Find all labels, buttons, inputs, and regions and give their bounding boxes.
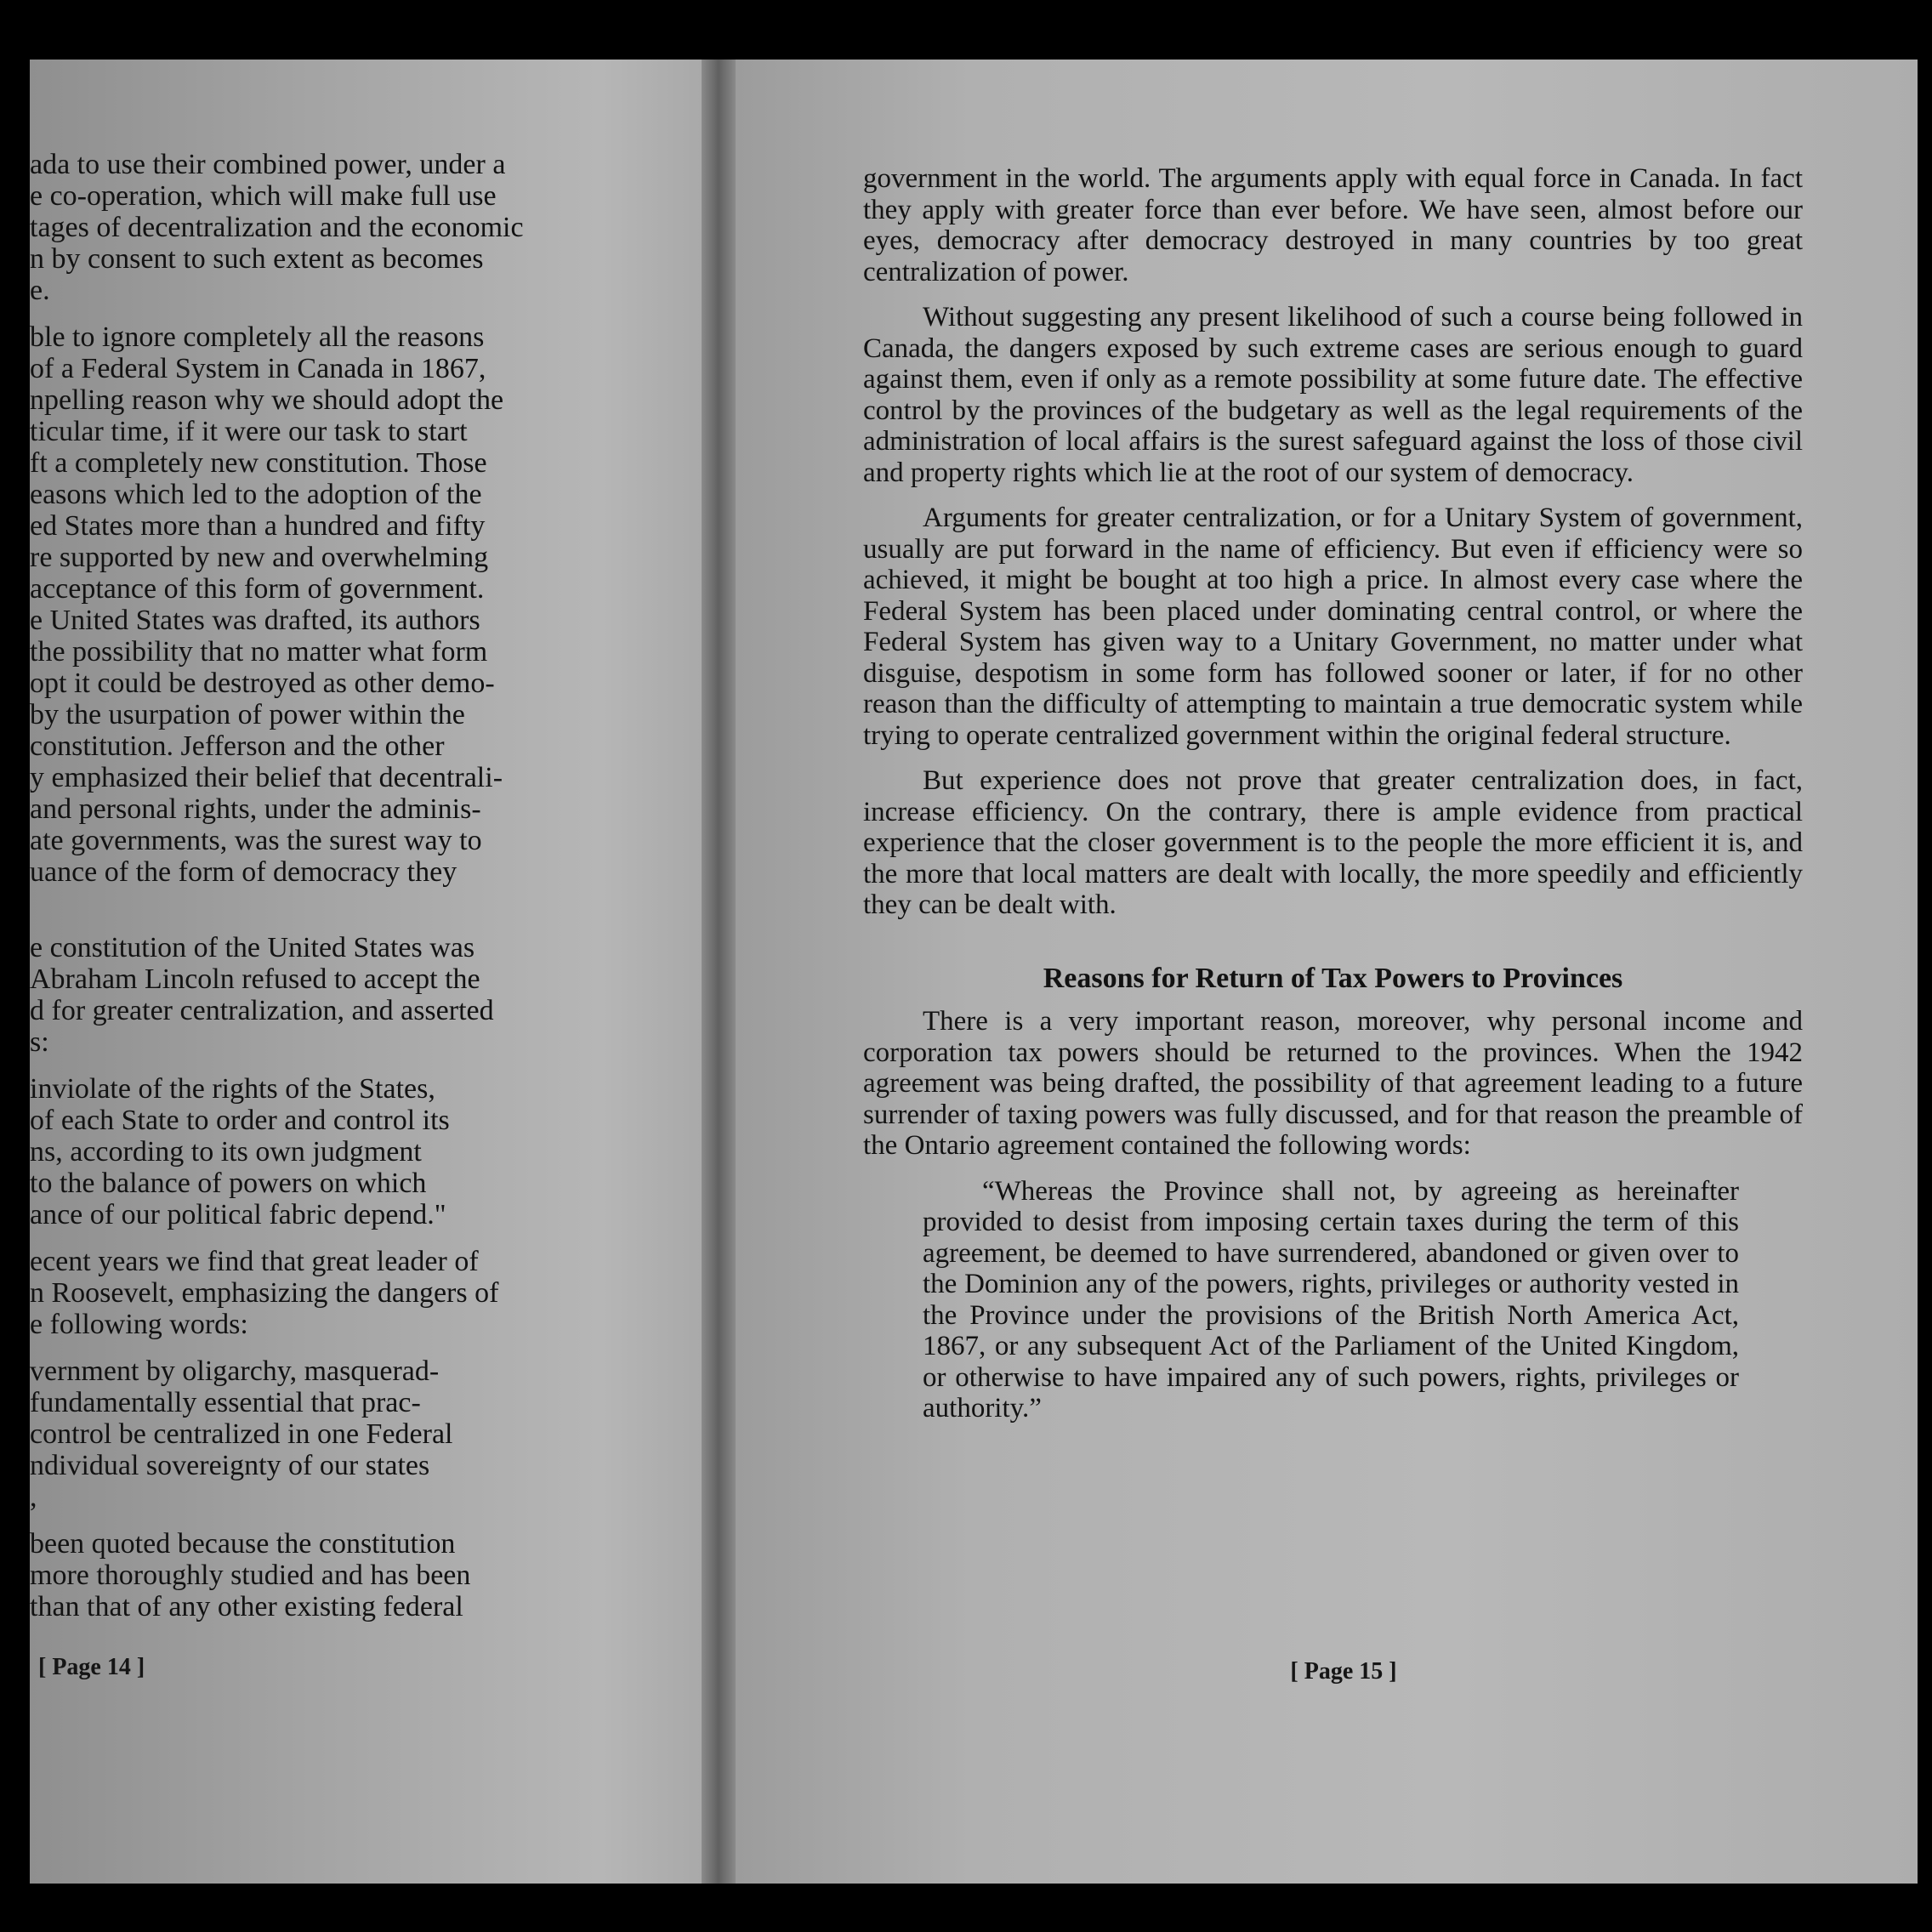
text-line: e following words: xyxy=(30,1309,248,1340)
text-line: more thoroughly studied and has been xyxy=(30,1560,471,1591)
right-paragraph-4: But experience does not prove that greater centralization does, in fact, increase efficiency. On the contrary, there is ample evidence from practical experience that the closer government is to the people the more efficient it is, and the more that local matters are dealt with locally, the more speedily and efficiently they can be dealt with. xyxy=(863,765,1803,920)
text-line: and personal rights, under the adminis- xyxy=(30,793,481,825)
left-paragraph-3 xyxy=(30,932,587,1058)
text-line: re supported by new and overwhelming xyxy=(30,542,489,573)
left-page-text xyxy=(30,149,587,1622)
text-line: ble to ignore completely all the reasons xyxy=(30,321,485,353)
text-line: acceptance of this form of government. xyxy=(30,573,485,605)
text-line: constitution. Jefferson and the other xyxy=(30,730,445,762)
page-number-left: [ Page 14 ] xyxy=(38,1654,145,1680)
text-line: to the balance of powers on which xyxy=(30,1168,427,1199)
text-line: vernment by oligarchy, masquerad- xyxy=(30,1355,440,1387)
text-line: d for greater centralization, and asserted xyxy=(30,995,494,1026)
text-line: ticular time, if it were our task to start xyxy=(30,416,468,447)
text-line: of a Federal System in Canada in 1867, xyxy=(30,353,486,384)
text-line: e. xyxy=(30,275,50,306)
text-line: ndividual sovereignty of our states xyxy=(30,1450,430,1481)
text-line: tages of decentralization and the economic xyxy=(30,212,524,243)
right-paragraph-2: Without suggesting any present likelihood of such a course being followed in Canada, the dangers exposed by such extreme cases are serious enough to guard against them, even if only as a remote possibility at some future date. The effective control by the provinces of the budgetary as well as the legal requirements of the administration of local affairs is the surest safeguard against the loss of those civil and property rights which lie at the root of our system of democracy. xyxy=(863,302,1803,488)
right-paragraph-3: Arguments for greater centralization, or for a Unitary System of government, usually are put forward in the name of efficiency. But even if efficiency were so achieved, it might be bought at too high a price. In almost every case where the Federal System has been placed under dominating central control, or where the Federal System has given way to a Unitary Government, no matter under what disguise, despotism in some form has followed sooner or later, if for no other reason than the difficulty of attempting to maintain a true democratic system while trying to operate centralized government within the original federal structure. xyxy=(863,503,1803,751)
text-line: e United States was drafted, its authors xyxy=(30,605,480,636)
text-line: opt it could be destroyed as other demo- xyxy=(30,668,495,699)
text-line: ecent years we find that great leader of xyxy=(30,1246,479,1277)
left-quote-2 xyxy=(30,1355,587,1513)
left-paragraph-1 xyxy=(30,149,587,306)
text-line: e constitution of the United States was xyxy=(30,932,475,963)
text-line: n Roosevelt, emphasizing the dangers of xyxy=(30,1277,499,1309)
text-line: s: xyxy=(30,1026,49,1058)
text-line: ft a completely new constitution. Those xyxy=(30,447,487,479)
book-spread xyxy=(30,60,1897,1884)
right-page xyxy=(736,60,1918,1884)
text-line: ns, according to its own judgment xyxy=(30,1136,422,1168)
text-line: Abraham Lincoln refused to accept the xyxy=(30,963,480,995)
right-paragraph-1: government in the world. The arguments apply with equal force in Canada. In fact they apply with greater force than ever before. We have seen, almost before our eyes, democracy after democracy destroyed in many countries by too great centralization of power. xyxy=(863,163,1803,287)
left-page xyxy=(30,60,702,1884)
right-page-text xyxy=(863,163,1803,1424)
book-gutter xyxy=(702,60,736,1884)
text-line: y emphasized their belief that decentrali- xyxy=(30,762,503,793)
left-paragraph-4 xyxy=(30,1246,587,1340)
text-line: ance of our political fabric depend." xyxy=(30,1199,446,1230)
text-line: , xyxy=(30,1481,37,1513)
text-line: ate governments, was the surest way to xyxy=(30,825,482,856)
text-line: been quoted because the constitution xyxy=(30,1528,456,1560)
text-line: by the usurpation of power within the xyxy=(30,699,465,730)
left-quote-1 xyxy=(30,1073,587,1230)
text-line: control be centralized in one Federal xyxy=(30,1418,453,1450)
text-line: easons which led to the adoption of the xyxy=(30,479,482,510)
right-paragraph-5: There is a very important reason, moreover, why personal income and corporation tax powers should be returned to the provinces. When the 1942 agreement was being drafted, the possibility of that agreement leading to a future surrender of taxing powers was fully discussed, and for that reason the preamble of the Ontario agreement contained the following words: xyxy=(863,1006,1803,1161)
text-line: ed States more than a hundred and fifty xyxy=(30,510,486,542)
section-heading: Reasons for Return of Tax Powers to Provinces xyxy=(1043,962,1623,994)
page-number-right: [ Page 15 ] xyxy=(1290,1658,1397,1685)
text-line: than that of any other existing federal xyxy=(30,1591,463,1622)
text-line: n by consent to such extent as becomes xyxy=(30,243,484,275)
left-paragraph-2 xyxy=(30,321,587,888)
text-line: ada to use their combined power, under a xyxy=(30,149,506,180)
text-line: of each State to order and control its xyxy=(30,1105,450,1136)
left-paragraph-5 xyxy=(30,1528,587,1622)
text-line: the possibility that no matter what form xyxy=(30,636,488,668)
text-line: uance of the form of democracy they xyxy=(30,856,457,888)
text-line: fundamentally essential that prac- xyxy=(30,1387,421,1418)
text-line: inviolate of the rights of the States, xyxy=(30,1073,435,1105)
text-line: npelling reason why we should adopt the xyxy=(30,384,504,416)
ontario-agreement-quote: “Whereas the Province shall not, by agreeing as hereinafter provided to desist from imposing certain taxes during the term of this agreement, be deemed to have surrendered, abandoned or given over to the Dominion any of the powers, rights, privileges or authority vested in the Province under the provisions of the British North America Act, 1867, or any subsequent Act of the Parliament of the United Kingdom, or otherwise to have impaired any of such powers, rights, privileges or authority.” xyxy=(923,1175,1739,1423)
text-line: e co-operation, which will make full use xyxy=(30,180,497,212)
